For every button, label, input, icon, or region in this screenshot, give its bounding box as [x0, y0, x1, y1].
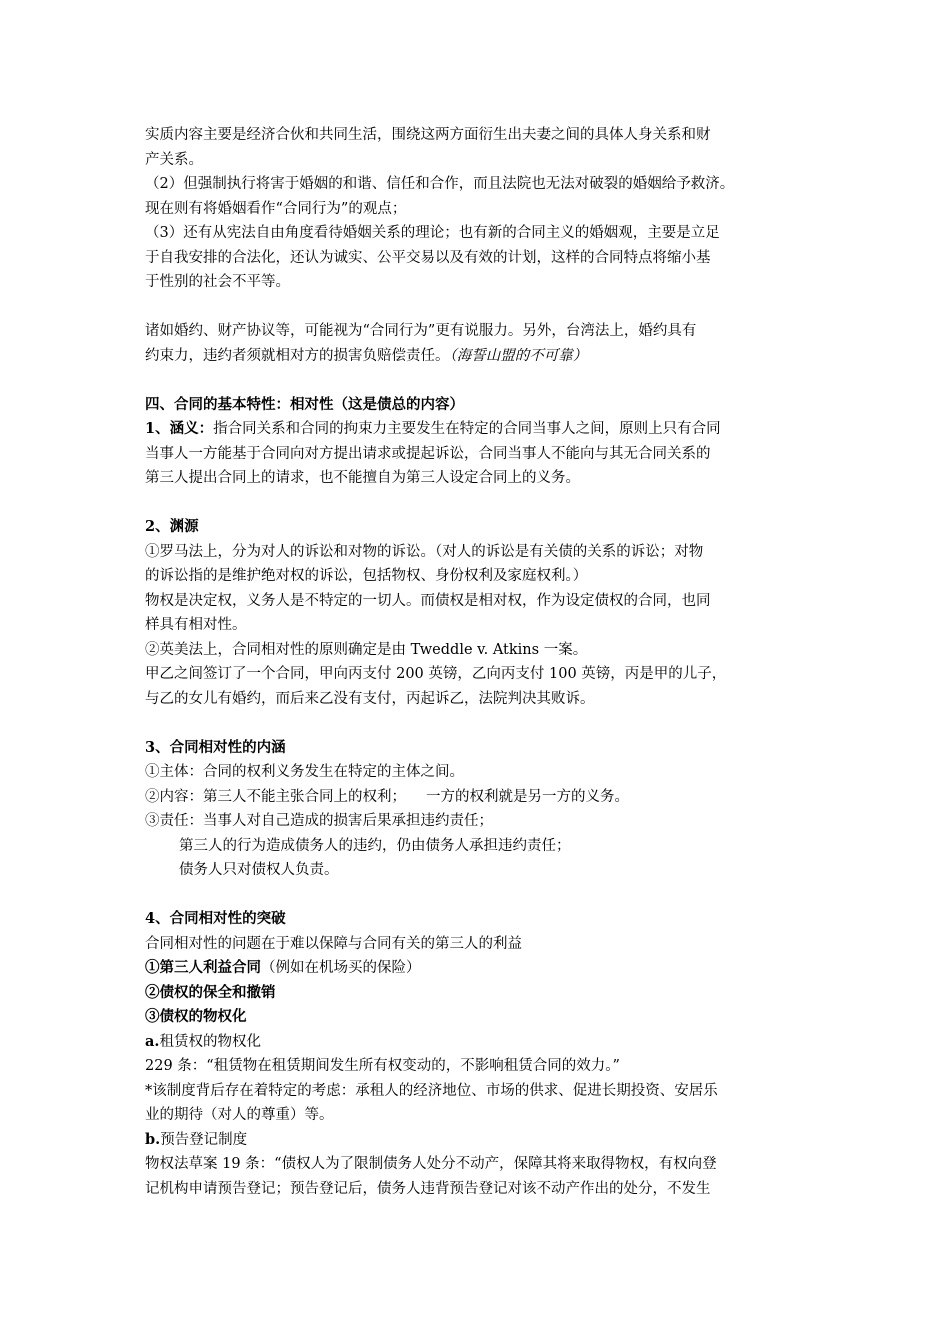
text-line: 实质内容主要是经济合伙和共同生活，围绕这两方面衍生出夫妻之间的具体人身关系和财 [145, 127, 711, 143]
text-span: 指合同关系和合同的拘束力主要发生在特定的合同当事人之间，原则上只有合同 [213, 421, 721, 437]
text-line [145, 344, 830, 369]
subsection-heading: 4、合同相对性的突破 [145, 910, 286, 927]
blank-line [145, 711, 830, 736]
text-line: ①主体：合同的权利义务发生在特定的主体之间。 [145, 764, 464, 780]
text-line: 于性别的社会不平等。 [145, 274, 290, 290]
text-line: 第三人提出合同上的请求，也不能擅自为第三人设定合同上的义务。 [145, 470, 580, 486]
italic-note: （海誓山盟的不可靠） [449, 347, 588, 364]
text-line: *该制度背后存在着特定的考虑：承租人的经济地位、市场的供求、促进长期投资、安居乐 [145, 1082, 718, 1099]
text-line [145, 1030, 830, 1055]
text-span: 预告登记制度 [160, 1131, 248, 1148]
indented-line: 第三人的行为造成债务人的违约，仍由债务人承担违约责任； [179, 837, 571, 854]
bold-lead: b. [145, 1130, 161, 1148]
text-line: 现在则有将婚姻看作“合同行为”的观点； [145, 200, 407, 217]
text-span: （例如在机场买的保险） [261, 960, 421, 976]
text-line: ②英美法上，合同相对性的原则确定是由 Tweddle v. Atkins 一案。 [145, 641, 588, 658]
subsection-heading: 3、合同相对性的内涵 [145, 738, 286, 756]
bold-lead: a. [145, 1032, 160, 1050]
text-line: 诸如婚约、财产协议等，可能视为“合同行为”更有说服力。另外，台湾法上，婚约具有 [145, 323, 697, 339]
text-line: 229 条：“租赁物在租赁期间发生所有权变动的，不影响租赁合同的效力。” [145, 1058, 620, 1074]
bold-lead: ①第三人利益合同 [145, 959, 261, 976]
text-line: ①罗马法上，分为对人的诉讼和对物的诉讼。（对人的诉讼是有关债的关系的诉讼；对物 [145, 543, 704, 560]
text-line: 产关系。 [145, 151, 203, 168]
text-line: （3）还有从宪法自由角度看待婚姻关系的理论；也有新的合同主义的婚姻观，主要是立足 [145, 225, 720, 241]
text-line: ③责任：当事人对自己造成的损害后果承担违约责任； [145, 813, 493, 829]
bold-item: ②债权的保全和撤销 [145, 983, 276, 1001]
bold-item: ③债权的物权化 [145, 1008, 247, 1025]
text-line: 记机构申请预告登记；预告登记后，债务人违背预告登记对该不动产作出的处分，不发生 [145, 1180, 711, 1197]
text-line: 与乙的女儿有婚约，而后来乙没有支付，丙起诉乙，法院判决其败诉。 [145, 690, 595, 707]
blank-line [145, 368, 830, 393]
text-line: 于自我安排的合法化，还认为诚实、公平交易以及有效的计划，这样的合同特点将缩小基 [145, 249, 711, 266]
section-heading: 四、合同的基本特性：相对性（这是债总的内容） [145, 395, 464, 413]
text-line [145, 785, 830, 810]
blank-line [145, 295, 830, 320]
text-line: 的诉讼指的是维护绝对权的诉讼，包括物权、身份权利及家庭权利。） [145, 568, 588, 584]
text-span: ②内容：第三人不能主张合同上的权利； [145, 788, 406, 805]
text-line [145, 1128, 830, 1153]
text-span: 约束力，违约者须就相对方的损害负赔偿责任。 [145, 347, 450, 364]
text-line: 物权是决定权，义务人是不特定的一切人。而债权是相对权，作为设定债权的合同，也同 [145, 592, 711, 609]
bold-lead: 1、涵义： [145, 420, 214, 437]
blank-line [145, 883, 830, 908]
blank-line [145, 491, 830, 516]
text-line [145, 417, 830, 442]
text-line: 业的期待（对人的尊重）等。 [145, 1107, 334, 1123]
text-line: 甲乙之间签订了一个合同，甲向丙支付 200 英镑，乙向丙支付 100 英镑，丙是甲的儿子， [145, 666, 727, 682]
text-line: （2）但强制执行将害于婚姻的和谐、信任和合作，而且法院也无法对破裂的婚姻给予救济。 [145, 176, 735, 192]
text-line [145, 956, 830, 981]
text-span: 租赁权的物权化 [159, 1033, 261, 1050]
text-line: 合同相对性的问题在于难以保障与合同有关的第三人的利益 [145, 935, 522, 952]
text-line: 物权法草案 19 条：“债权人为了限制债务人处分不动产，保障其将来取得物权，有权向登 [145, 1156, 717, 1172]
text-line: 样具有相对性。 [145, 617, 247, 633]
subsection-heading: 2、渊源 [145, 518, 199, 535]
text-line: 当事人一方能基于合同向对方提出请求或提起诉讼，合同当事人不能向与其无合同关系的 [145, 445, 711, 462]
indented-line: 债务人只对债权人负责。 [179, 862, 339, 878]
text-span: 一方的权利就是另一方的义务。 [426, 788, 629, 805]
